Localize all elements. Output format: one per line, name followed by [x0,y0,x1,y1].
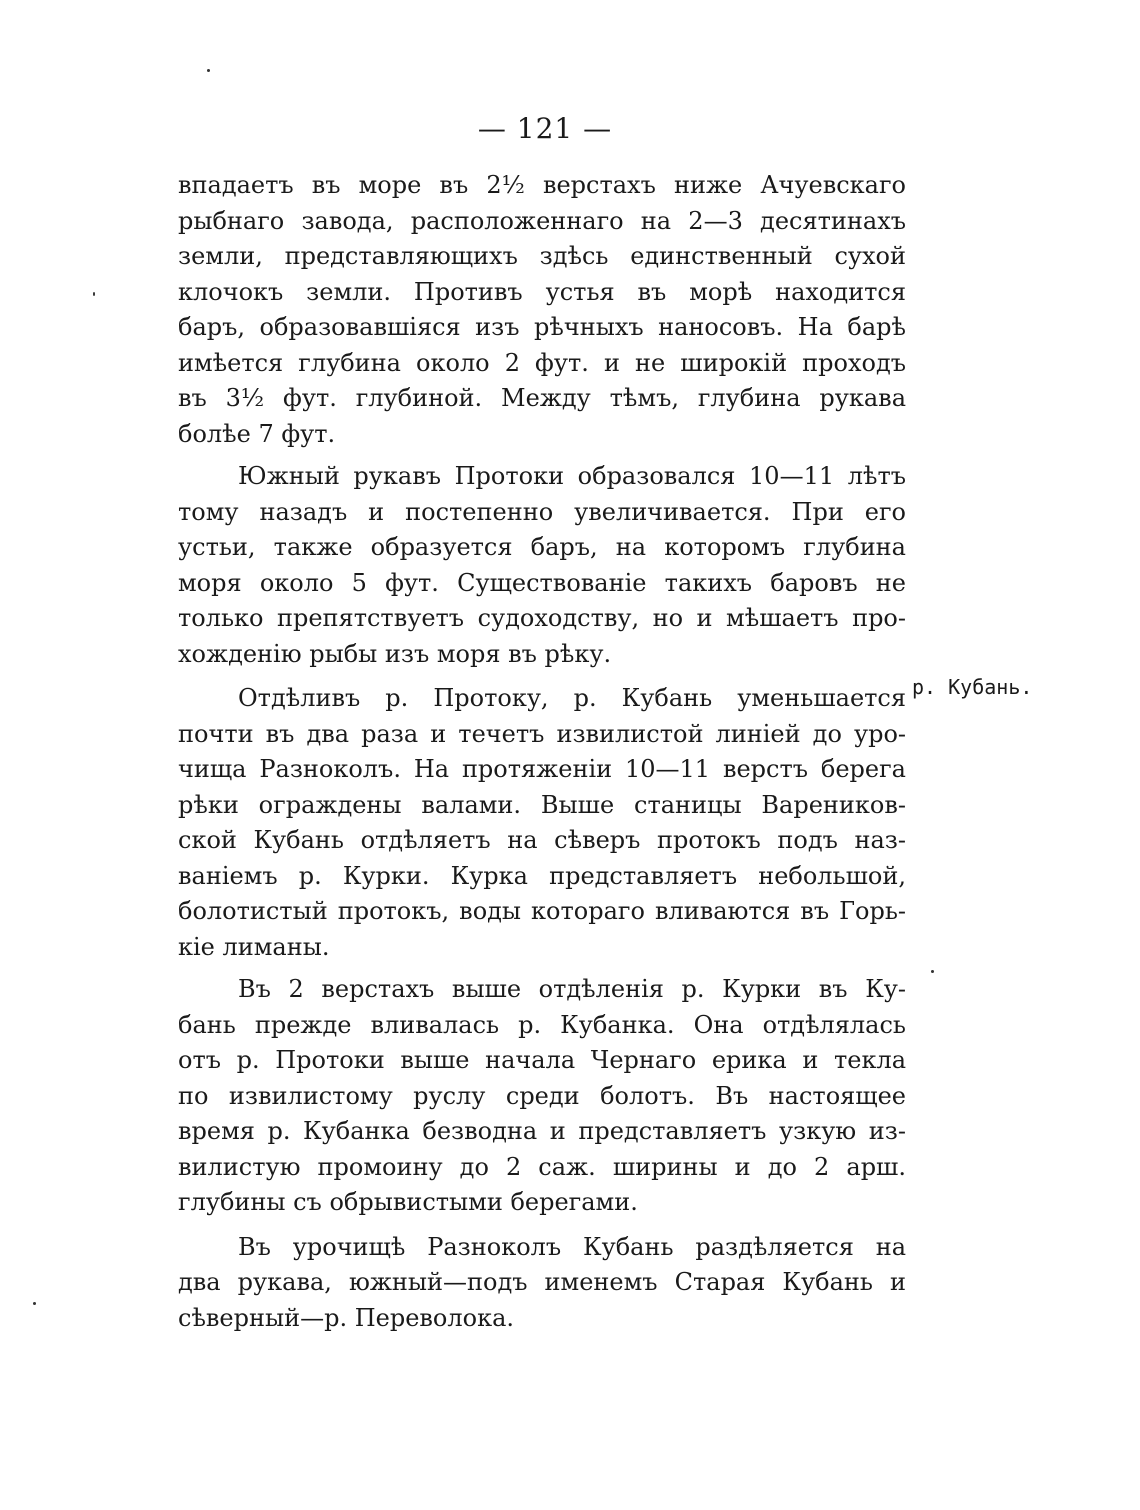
text-line: болѣе 7 фут. [178,419,336,448]
text-line: земли, представляющихъ здѣсь единственный сухой [178,242,906,270]
text-line: тому назадъ и постепенно увеличивается. При его [178,497,906,526]
scan-speck [207,69,210,72]
text-line: почти въ два раза и течетъ извилистой линіей до уро- [178,719,906,748]
text-line: рыбнаго завода, расположеннаго на 2—3 десятинахъ [178,206,906,235]
text-line: отъ р. Протоки выше начала Чернаго ерика и текла [178,1046,906,1074]
text-line: только препятствуетъ судоходству, но и мѣшаетъ про- [178,604,906,632]
text-line: имѣется глубина около 2 фут. и не широкій проходъ [178,348,906,377]
scan-speck [33,1302,36,1305]
text-line: вилистую промоину до 2 саж. ширины и до 2 арш. [178,1152,906,1181]
margin-note: р. Кубань. [912,675,1033,699]
text-line: бань прежде вливалась р. Кубанка. Она отдѣлялась [178,1010,906,1039]
page-number: — 121 — [477,112,613,145]
text-line: чища Разноколъ. На протяженіи 10—11 верстъ берега [178,755,906,783]
text-line: хожденію рыбы изъ моря въ рѣку. [178,639,612,668]
text-line: сѣверный—р. Переволока. [178,1303,514,1332]
text-line: Въ урочищѣ Разноколъ Кубань раздѣляется на [238,1232,906,1261]
text-line: моря около 5 фут. Существованіе такихъ баровъ не [178,568,906,597]
text-line: время р. Кубанка безводна и представляетъ узкую из- [178,1117,906,1145]
text-line: впадаетъ въ море въ 2½ верстахъ ниже Ачуевскаго [178,171,906,199]
text-line: ской Кубань отдѣляетъ на сѣверъ протокъ подъ наз- [178,826,906,854]
text-line: клочокъ земли. Противъ устья въ морѣ находится [178,277,906,306]
text-line: ваніемъ р. Курки. Курка представляетъ небольшой, [178,861,906,890]
body-text [178,168,906,1336]
text-line: болотистый протокъ, воды котораго вливаются въ Горь- [178,897,906,925]
scan-speck [931,970,934,973]
text-line: Отдѣливъ р. Протоку, р. Кубань уменьшается [238,684,906,712]
text-line: глубины съ обрывистыми берегами. [178,1188,638,1216]
text-line: устьи, также образуется баръ, на которомъ глубина [178,533,906,561]
text-line: рѣки ограждены валами. Выше станицы Вареников- [178,790,906,819]
text-line: Южный рукавъ Протоки образовался 10—11 лѣтъ [238,462,906,490]
text-line: въ 3½ фут. глубиной. Между тѣмъ, глубина рукава [178,384,906,412]
text-line: два рукава, южный—подъ именемъ Старая Кубань и [178,1268,906,1296]
text-line: кіе лиманы. [178,932,330,961]
text-line: Въ 2 верстахъ выше отдѣленія р. Курки въ Ку- [238,975,906,1003]
scan-speck [93,292,95,296]
text-line: по извилистому руслу среди болотъ. Въ настоящее [178,1081,906,1110]
text-line: баръ, образовавшіяся изъ рѣчныхъ наносовъ. На барѣ [178,313,906,341]
